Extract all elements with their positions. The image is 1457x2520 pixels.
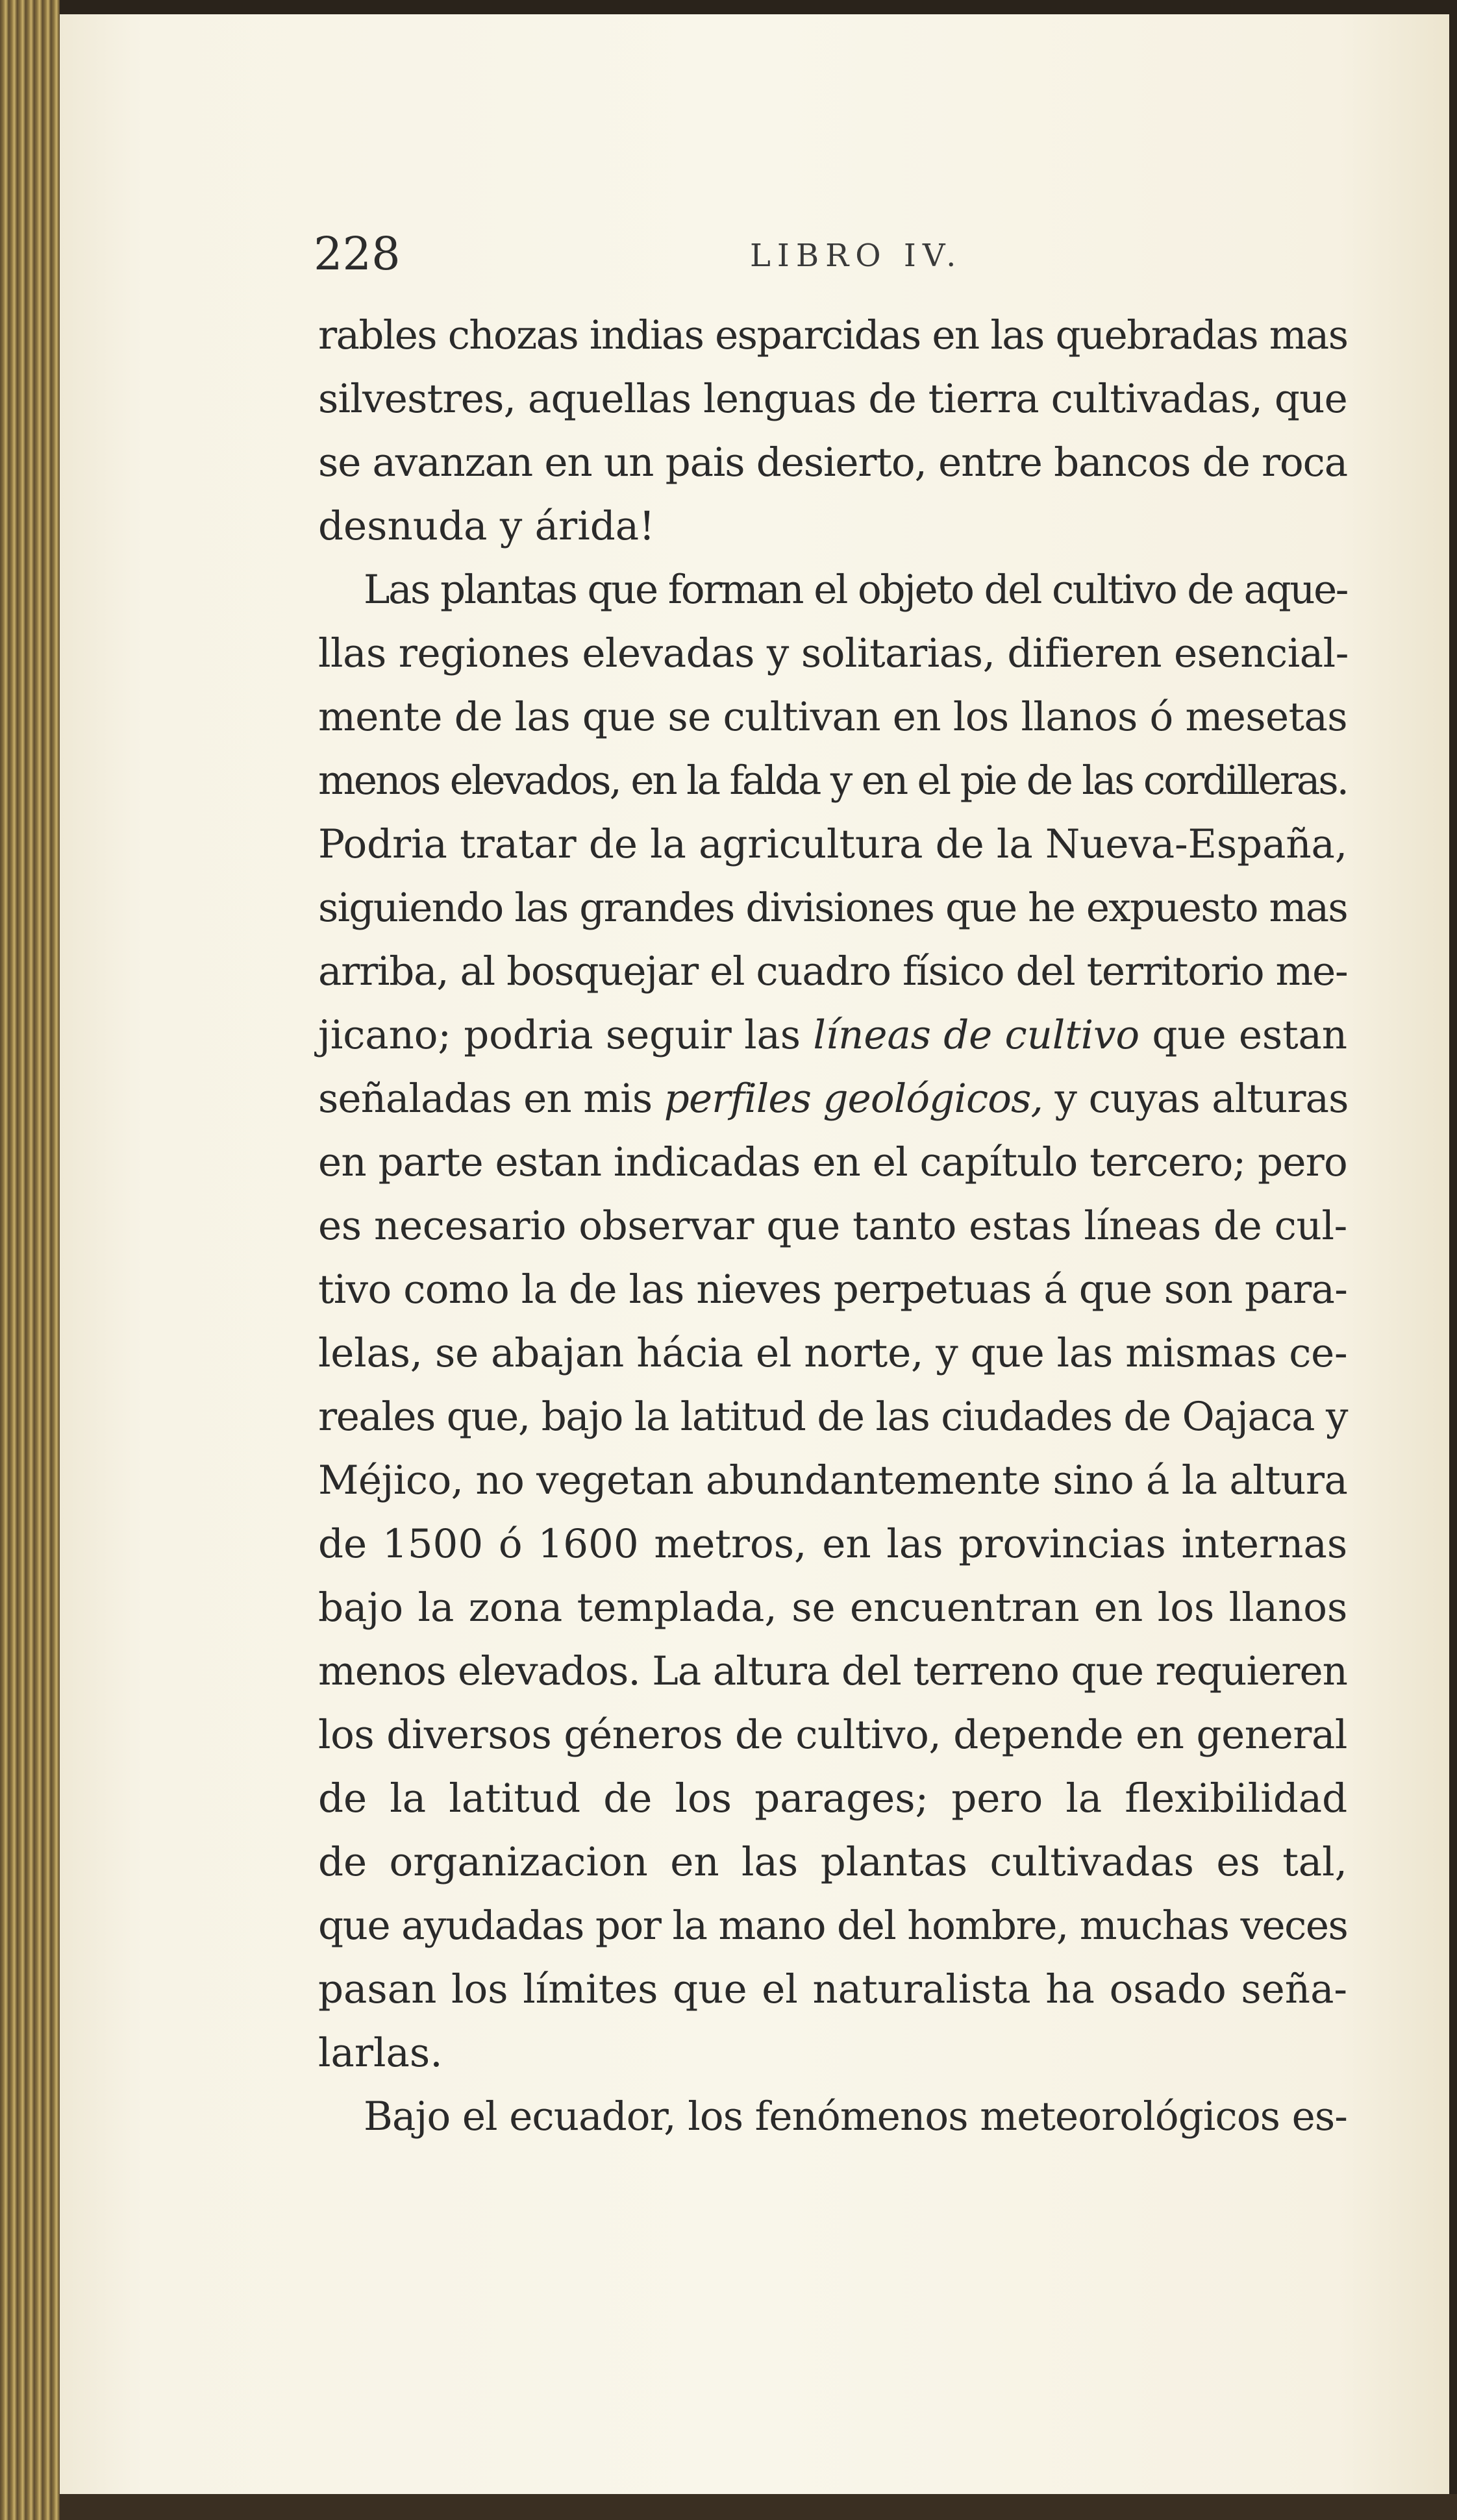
running-head: LIBRO IV. <box>750 238 963 274</box>
text-line: llas regiones elevadas y solitarias, difieren esencial- <box>318 630 1349 676</box>
text-line: pasan los límites que el naturalista ha osado seña- <box>318 1966 1348 2012</box>
italic-term: perfiles geológicos, <box>664 1076 1043 1122</box>
book-bottom-edge <box>60 2494 1457 2520</box>
paragraph-1 <box>318 304 1347 558</box>
text-line: es necesario observar que tanto estas líneas de cul- <box>318 1203 1347 1249</box>
paragraph-3 <box>318 2085 1347 2149</box>
text-line: se avanzan en un pais desierto, entre bancos de roca <box>318 439 1347 486</box>
text-line: tivo como la de las nieves perpetuas á que son para- <box>318 1266 1348 1313</box>
paragraph-2 <box>318 558 1347 2085</box>
book-edge <box>0 0 60 2520</box>
text-line: mente de las que se cultivan en los llanos ó mesetas <box>318 694 1347 740</box>
text-line: de organizacion en las plantas cultivadas es tal, <box>318 1839 1347 1885</box>
text-line: en parte estan indicadas en el capítulo tercero; pero <box>318 1139 1347 1185</box>
text-line: los diversos géneros de cultivo, depende en general <box>318 1712 1347 1758</box>
text-line <box>318 1004 1347 1067</box>
text-line: Bajo el ecuador, los fenómenos meteorológicos es- <box>364 2094 1347 2140</box>
text-line: silvestres, aquellas lenguas de tierra cultivadas, que <box>318 376 1347 422</box>
text-line: bajo la zona templada, se encuentran en los llanos <box>318 1585 1348 1631</box>
text-line: Las plantas que forman el objeto del cultivo de aque- <box>364 567 1347 613</box>
text-fragment: señaladas en mis <box>318 1076 664 1122</box>
text-line: menos elevados, en la falda y en el pie de las cordilleras. <box>318 758 1348 804</box>
text-line <box>318 1067 1347 1131</box>
text-line: Méjico, no vegetan abundantemente sino á la altura <box>318 1457 1348 1503</box>
italic-term: líneas de cultivo <box>813 1012 1140 1058</box>
text-line: siguiendo las grandes divisiones que he expuesto mas <box>318 885 1347 931</box>
text-line: Podria tratar de la agricultura de la Nueva-España, <box>318 821 1348 867</box>
page-number: 228 <box>314 227 401 280</box>
body-text <box>318 304 1347 2149</box>
text-line: reales que, bajo la latitud de las ciudades de Oajaca y <box>318 1394 1347 1440</box>
text-line: de la latitud de los parages; pero la flexibilidad <box>318 1775 1348 1822</box>
text-line: que ayudadas por la mano del hombre, muchas veces <box>318 1903 1348 1949</box>
text-line: de 1500 ó 1600 metros, en las provincias internas <box>318 1521 1348 1567</box>
text-line: rables chozas indias esparcidas en las quebradas mas <box>318 312 1348 358</box>
text-fragment: y cuyas alturas <box>1043 1076 1349 1122</box>
page-header <box>256 227 1347 305</box>
text-line: lelas, se abajan hácia el norte, y que las mismas ce- <box>318 1330 1348 1376</box>
text-line: menos elevados. La altura del terreno que requieren <box>318 1648 1347 1694</box>
text-line: larlas. <box>318 2030 443 2076</box>
text-fragment: que estan <box>1139 1012 1347 1058</box>
text-fragment: jicano; podria seguir las <box>318 1012 814 1058</box>
text-line: arriba, al bosquejar el cuadro físico del territorio me- <box>318 948 1348 994</box>
text-line: desnuda y árida! <box>318 503 655 549</box>
